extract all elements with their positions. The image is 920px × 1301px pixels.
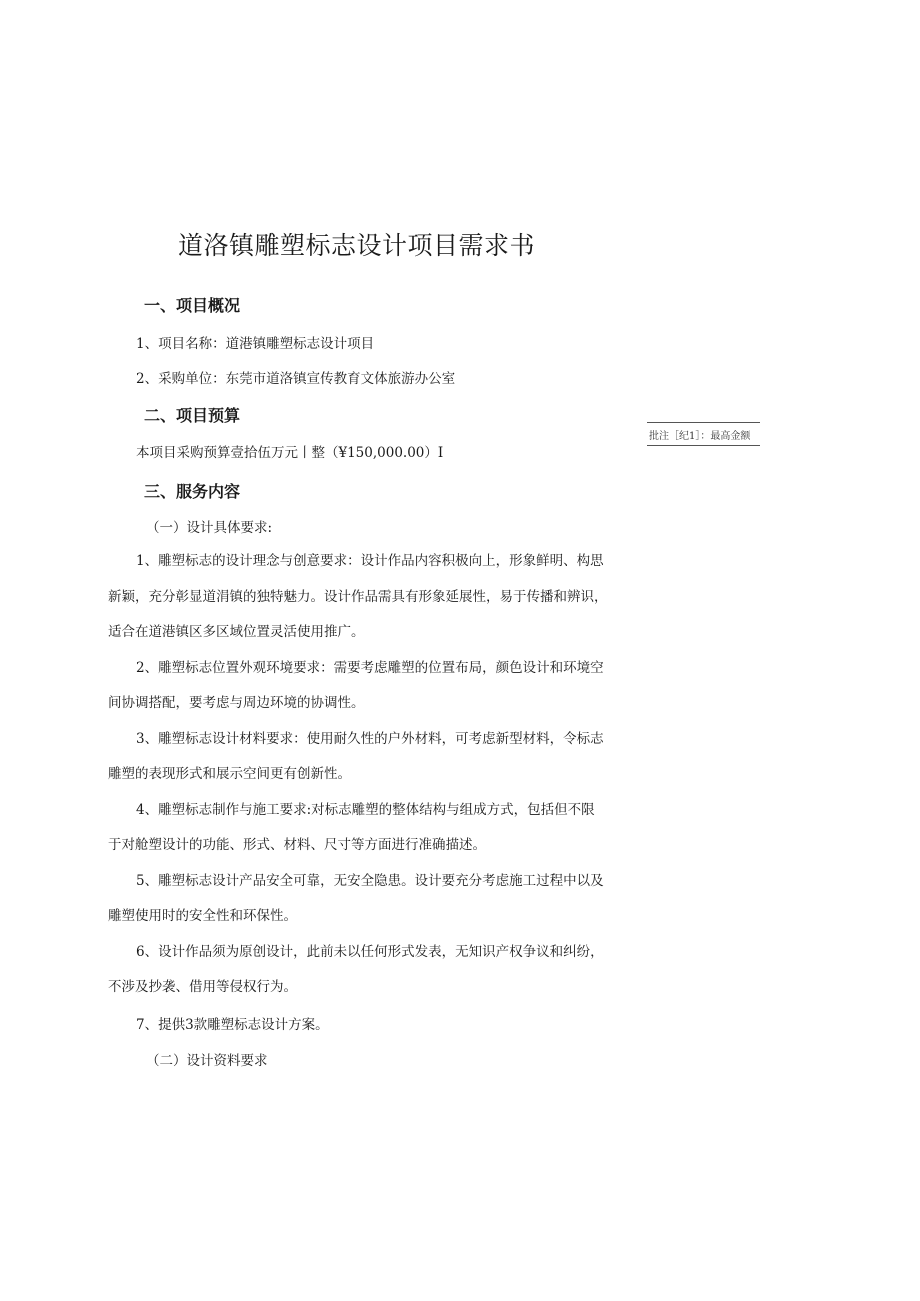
purchaser-line: 2、采购单位：东莞市道洛镇宣传教育文体旅游办公室	[136, 371, 456, 387]
section-heading-overview: 一、项目概况	[144, 296, 241, 315]
requirement-3-line-2: 雕塑的表现形式和展示空间更有创新性。	[108, 766, 351, 782]
requirement-5-line-1: 5、雕塑标志设计产品安全可靠，无安全隐患。设计要充分考虑施工过程中以及	[136, 873, 604, 889]
comment-text: 批注［纪1］：最高金额	[649, 431, 751, 442]
requirement-2-line-2: 间协调搭配，要考虑与周边环境的协调性。	[108, 695, 365, 711]
document-title: 道洛镇雕塑标志设计项目需求书	[178, 231, 536, 260]
requirement-1-line-1: 1、雕塑标志的设计理念与创意要求：设计作品内容积极向上，形象鲜明、构思	[136, 553, 604, 569]
budget-line: 本项目采购预算壹拾伍万元丨整（¥150,000.00）I	[136, 445, 444, 461]
requirement-4-line-2: 于对舱塑设计的功能、形式、材料、尺寸等方面进行准确描述。	[108, 837, 486, 853]
subsection-design-materials: （二）设计资料要求	[146, 1053, 268, 1069]
requirement-6-line-1: 6、设计作品须为原创设计，此前未以任何形式发表，无知识产权争议和纠纷，	[136, 944, 604, 960]
requirement-5-line-2: 雕塑使用时的安全性和环保性。	[108, 908, 297, 924]
requirement-7: 7、提供3款雕塑标志设计方案。	[136, 1017, 329, 1033]
requirement-6-line-2: 不涉及抄袭、借用等侵权行为。	[108, 979, 297, 995]
requirement-1-line-3: 适合在道港镇区多区域位置灵活使用推广。	[108, 624, 365, 640]
comment-box[interactable]	[647, 422, 760, 446]
requirement-4-line-1: 4、雕塑标志制作与施工要求:对标志雕塑的整体结构与组成方式，包括但不限	[136, 802, 595, 818]
subsection-design-requirements: （一）设计具体要求:	[146, 520, 273, 536]
project-name-line: 1、项目名称：道港镇雕塑标志设计项目	[136, 336, 375, 352]
requirement-2-line-1: 2、雕塑标志位置外观环境要求：需要考虑雕塑的位置布局，颜色设计和环境空	[136, 660, 604, 676]
requirement-3-line-1: 3、雕塑标志设计材料要求：使用耐久性的户外材料，可考虑新型材料，令标志	[136, 731, 604, 747]
requirement-1-line-2: 新颖，充分彰显道涓镇的独特魅力。设计作品需具有形象延展性，易于传播和辨识，	[108, 589, 608, 605]
section-heading-budget: 二、项目预算	[144, 406, 241, 425]
section-heading-services: 三、服务内容	[144, 482, 241, 501]
